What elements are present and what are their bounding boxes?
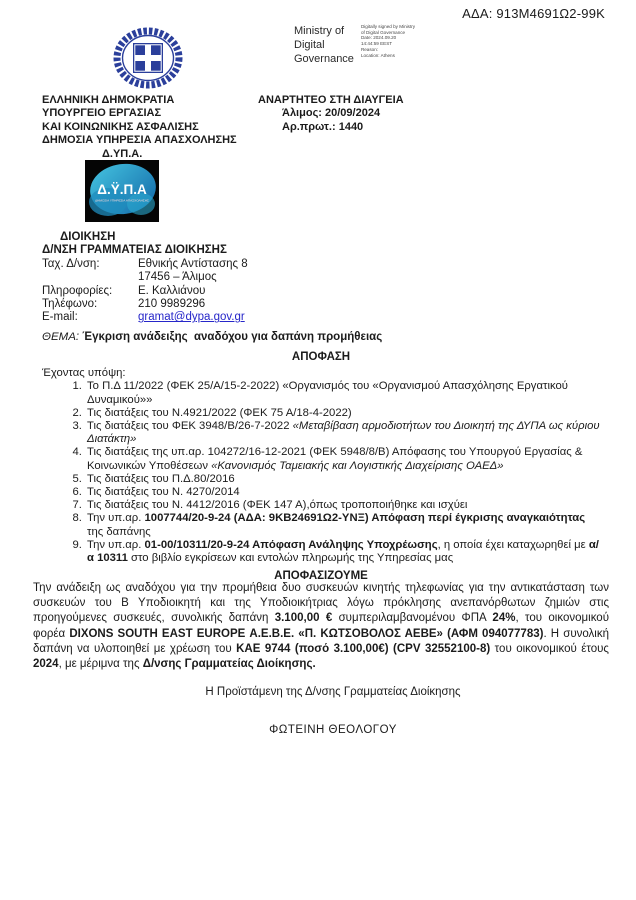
legal-reference-item: 8. Την υπ.αρ. 1007744/20-9-24 (ΑΔΑ: 9ΚΒ24691Ω2-ΥΝΞ) Απόφαση περί έγκρισης αναγκαιότητας της δαπάνης bbox=[85, 512, 600, 538]
signature-detail-line: Reason: bbox=[360, 46, 379, 52]
signature-detail-line: Digitally signed by Ministry bbox=[360, 24, 416, 29]
resolution-heading: ΑΠΟΦΑΣΙΖΟΥΜΕ bbox=[274, 570, 368, 583]
dypa-logo bbox=[85, 160, 159, 222]
legal-reference-item: 3. Τις διατάξεις του ΦΕΚ 3948/Β/26-7-2022 «Μεταβίβαση αρμοδιοτήτων του Διοικητή της ΔΥΠΑ ως κύριου Διατάκτη» bbox=[85, 420, 600, 446]
legal-reference-item: 6. Τις διατάξεις του Ν. 4270/2014 bbox=[85, 486, 600, 499]
office-line-administration: ΔΙΟΙΚΗΣΗ bbox=[60, 231, 116, 243]
contact-value: Ε. Καλλιάνου bbox=[138, 284, 206, 297]
legal-references-list bbox=[42, 380, 600, 565]
place-date: Άλιμος: 20/09/2024 bbox=[282, 107, 381, 120]
contact-value: Εθνικής Αντίστασης 8 bbox=[138, 257, 248, 270]
diavgeia-note: ΑΝΑΡΤΗΤΕΟ ΣΤΗ ΔΙΑΥΓΕΙΑ bbox=[258, 94, 404, 106]
signature-detail-line: 14:44:59 EEST bbox=[360, 41, 393, 47]
authority-acronym: Δ.ΥΠ.Α. bbox=[102, 147, 143, 160]
dypa-logo-text: Δ.Ϋ.Π.Α bbox=[97, 182, 147, 197]
contact-row-email bbox=[42, 311, 402, 324]
decision-section bbox=[42, 351, 600, 583]
contact-value: 210 9989296 bbox=[138, 298, 206, 311]
dypa-logo-subtitle: ΔΗΜΟΣΙΑ ΥΠΗΡΕΣΙΑ ΑΠΑΣΧΟΛΗΣΗΣ bbox=[95, 198, 149, 203]
signature-signer-line: Ministry of bbox=[294, 25, 345, 37]
legal-reference-item: 7. Τις διατάξεις του Ν. 4412/2016 (ΦΕΚ 147 Α),όπως τροποποιήθηκε και ισχύει bbox=[85, 499, 600, 512]
subject-line bbox=[42, 331, 382, 343]
contact-row-address bbox=[42, 258, 402, 271]
contact-label: Τηλέφωνο: bbox=[42, 298, 98, 311]
office-line-directorate: Δ/ΝΣΗ ΓΡΑΜΜΑΤΕΙΑΣ ΔΙΟΙΚΗΣΗΣ bbox=[42, 244, 227, 257]
protocol-number: Αρ.πρωτ.: 1440 bbox=[282, 120, 364, 133]
issuing-authority-block bbox=[42, 94, 237, 161]
office-contact-block bbox=[42, 231, 402, 325]
resolution-paragraph: Την ανάδειξη ως αναδόχου για την προμήθεια δυο συσκευών κινητής τηλεφωνίας για την αντικατάσταση των συσκευών του Β Υποδιοικητή και της Υποδιοικήτριας λόγω πρόκλησης ανεπανόρθωτων ζημιών στις προηγούμενες συσκευές, συνολικής δαπάνη 3.100,00 € συμπεριλαμβανομένου ΦΠΑ 24%, του οικονομικού φορέα DIXONS SOUTH EAST EUROPE Α.Ε.Β.Ε. «Π. ΚΩΤΣΟΒΟΛΟΣ ΑΕΒΕ» (ΑΦΜ 094077783). Η συνολική δαπάνη να υλοποιηθεί με χρέωση του ΚΑΕ 9744 (ποσό 3.100,00€) (CPV 32552100-8) του οικονομικού έτους 2024, με μέριμνα της Δ/νσης Γραμματείας Διοίκησης. bbox=[33, 582, 609, 671]
legal-reference-item: 2. Τις διατάξεις του Ν.4921/2022 (ΦΕΚ 75 Α/18-4-2022) bbox=[85, 407, 600, 420]
contact-row-info bbox=[42, 285, 402, 298]
digital-signature-stamp bbox=[294, 24, 441, 66]
signoff-title: Η Προϊστάμενη της Δ/νσης Γραμματείας Διοίκησης bbox=[205, 686, 461, 698]
signature-detail-line: of Digital Governance bbox=[360, 29, 406, 35]
contact-row-phone bbox=[42, 298, 402, 311]
contact-label: Ταχ. Δ/νση: bbox=[42, 257, 100, 270]
contact-label bbox=[42, 271, 138, 284]
registration-block bbox=[258, 94, 404, 134]
subject-text: Έγκριση ανάδειξης αναδόχου για δαπάνη προμήθειας bbox=[82, 331, 383, 343]
decision-intro: Έχοντας υπόψη: bbox=[42, 367, 126, 380]
authority-line: ΥΠΟΥΡΓΕΙΟ ΕΡΓΑΣΙΑΣ bbox=[42, 107, 162, 120]
authority-line: ΕΛΛΗΝΙΚΗ ΔΗΜΟΚΡΑΤΙΑ bbox=[42, 94, 175, 106]
authority-line: ΚΑΙ ΚΟΙΝΩΝΙΚΗΣ ΑΣΦΑΛΙΣΗΣ bbox=[42, 120, 199, 133]
legal-reference-item: 4. Τις διατάξεις της υπ.αρ. 104272/16-12-2021 (ΦΕΚ 5948/8/Β) Απόφασης του Υπουργού Εργασίας & Κοινωνικών Υποθέσεων «Κανονισμός Ταμειακής και Λογιστικής Διαχείρισης ΟΑΕΔ» bbox=[85, 446, 600, 472]
authority-line: ΔΗΜΟΣΙΑ ΥΠΗΡΕΣΙΑ ΑΠΑΣΧΟΛΗΣΗΣ bbox=[42, 134, 237, 147]
ada-code: ΑΔΑ: 913Μ4691Ω2-99Κ bbox=[462, 6, 605, 21]
signature-signer bbox=[294, 24, 354, 66]
signoff-name: ΦΩΤΕΙΝΗ ΘΕΟΛΟΓΟΥ bbox=[269, 724, 397, 736]
greek-coat-of-arms-icon bbox=[112, 27, 184, 94]
subject-label: ΘΕΜΑ: bbox=[42, 331, 80, 343]
legal-reference-item: 1. Το Π.Δ 11/2022 (ΦΕΚ 25/Α/15-2-2022) «Οργανισμός του «Οργανισμού Απασχόλησης Εργατικού Δυναμικού»» bbox=[85, 380, 600, 406]
signature-detail-line: Date: 2024.09.20 bbox=[360, 35, 397, 41]
email-link[interactable]: gramat@dypa.gov.gr bbox=[138, 311, 245, 324]
signature-detail-line: Location: Athens bbox=[360, 52, 395, 58]
signature-signer-line: Governance bbox=[294, 53, 354, 65]
contact-label: Πληροφορίες: bbox=[42, 284, 113, 297]
contact-label: E-mail: bbox=[42, 311, 78, 324]
contact-row-address2 bbox=[42, 271, 402, 284]
legal-reference-item: 9. Την υπ.αρ. 01-00/10311/20-9-24 Απόφαση Ανάληψης Υποχρέωσης, η οποία έχει καταχωρηθεί με α/α 10311 στο βιβλίο εγκρίσεων και εντολών πληρωμής της Υπηρεσίας μας bbox=[85, 539, 600, 565]
decision-heading: ΑΠΟΦΑΣΗ bbox=[291, 351, 351, 363]
signature-details bbox=[361, 24, 441, 66]
contact-value: 17456 – Άλιμος bbox=[138, 271, 217, 284]
legal-reference-item: 5. Τις διατάξεις του Π.Δ.80/2016 bbox=[85, 473, 600, 486]
signature-signer-line: Digital bbox=[294, 39, 325, 51]
